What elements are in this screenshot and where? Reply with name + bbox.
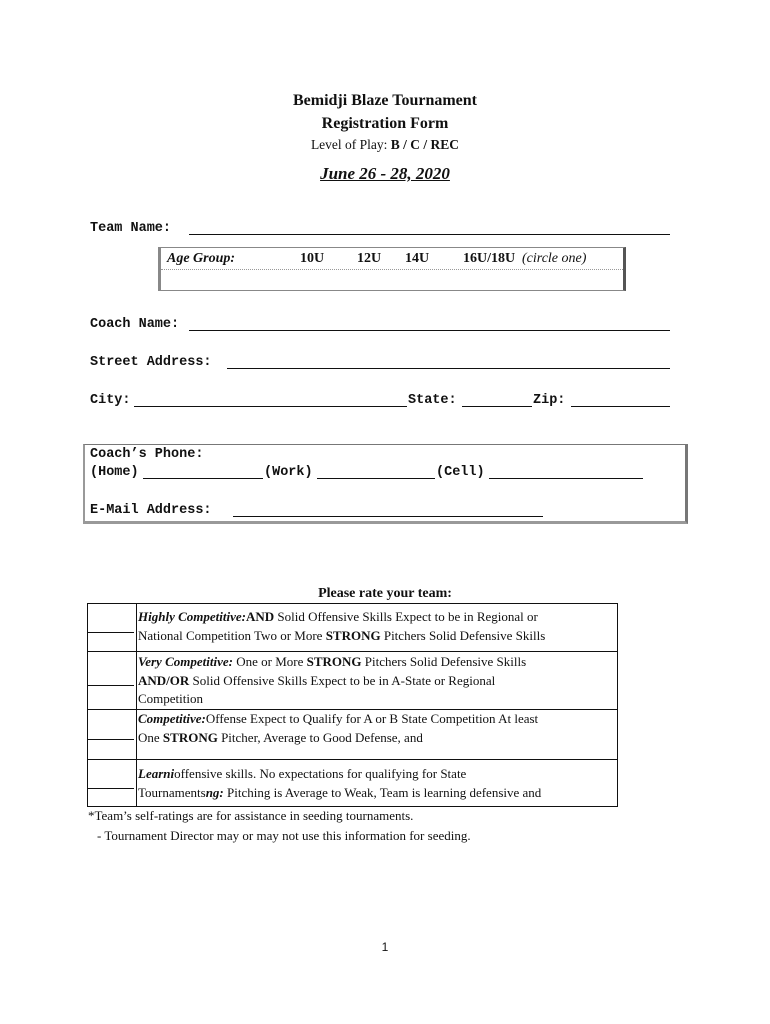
rating-text: Pitchers Solid Defensive Skills [361, 654, 527, 669]
rating-name: Highly Competitive: [138, 609, 246, 624]
rating-name: Learni [138, 766, 175, 781]
rating-text: One [138, 729, 163, 745]
work-phone-field[interactable] [317, 478, 435, 479]
rating-name: Competitive: [138, 711, 206, 726]
age-option-14u[interactable]: 14U [405, 251, 430, 266]
level-of-play [0, 137, 770, 153]
age-group-box [158, 247, 626, 291]
age-group-note: (circle one) [522, 251, 587, 266]
rating-row-very-competitive [138, 653, 615, 709]
zip-field[interactable] [571, 406, 670, 407]
street-address-label: Street Address: [90, 355, 212, 370]
rating-text: One or More [232, 654, 307, 669]
rating-strong: STRONG [325, 627, 381, 643]
rating-text: National Competition Two or More [138, 627, 326, 643]
rating-strong: STRONG [306, 654, 362, 669]
tournament-dates: June 26 - 28, 2020 [320, 164, 450, 183]
rating-text: Offense Expect to Qualify for A or B State Competition At least [205, 711, 539, 726]
rating-row-divider [88, 651, 617, 652]
zip-label: Zip: [533, 393, 566, 408]
form-subtitle: Registration Form [321, 115, 449, 132]
rating-blank-competitive[interactable] [88, 739, 134, 740]
rating-column-divider [136, 604, 137, 806]
home-phone-label: (Home) [90, 465, 139, 480]
level-value: B / C / REC [390, 137, 460, 152]
rating-strong: STRONG [162, 729, 218, 745]
rating-blank-highly-competitive[interactable] [88, 632, 134, 633]
director-note: - Tournament Director may or may not use this information for seeding. [97, 828, 471, 843]
work-phone-label: (Work) [264, 465, 313, 480]
rating-text: Pitcher, Average to Good Defense, and [217, 729, 423, 745]
rating-name: ng: [205, 784, 224, 800]
rating-text: Solid Offensive Skills Expect to be in Regional or [274, 609, 538, 624]
rating-andor: AND/OR [138, 672, 190, 688]
home-phone-field[interactable] [143, 478, 263, 479]
level-label: Level of Play: [310, 137, 388, 152]
cell-phone-label: (Cell) [436, 465, 485, 480]
rating-text: Pitching is Average to Weak, Team is learning defensive and [223, 784, 542, 800]
cell-phone-field[interactable] [489, 478, 643, 479]
team-name-field[interactable] [189, 234, 670, 235]
rating-row-learning [138, 765, 615, 802]
rating-name: Very Competitive: [138, 654, 233, 669]
street-address-field[interactable] [227, 368, 670, 369]
form-title: Bemidji Blaze Tournament [292, 92, 477, 109]
coach-name-field[interactable] [189, 330, 670, 331]
page-number: 1 [381, 940, 389, 954]
age-group-label: Age Group: [167, 251, 236, 266]
state-label: State: [408, 393, 457, 408]
age-group-divider [161, 269, 623, 270]
rating-row-highly-competitive [138, 608, 615, 645]
rating-and: AND [245, 609, 275, 624]
rating-table [87, 603, 618, 807]
coach-name-label: Coach Name: [90, 317, 180, 332]
team-name-label: Team Name: [90, 221, 172, 236]
rating-text: Competition [138, 691, 203, 706]
rating-blank-very-competitive[interactable] [88, 685, 134, 686]
rating-text: Solid Offensive Skills Expect to be in A-State or Regional [189, 672, 496, 688]
email-label: E-Mail Address: [90, 503, 212, 518]
age-option-16u-18u[interactable]: 16U/18U [463, 251, 516, 266]
seeding-note: *Team’s self-ratings are for assistance in seeding tournaments. [88, 808, 414, 823]
rating-row-competitive [138, 710, 615, 747]
rating-text: offensive skills. No expectations for qualifying for State [174, 766, 467, 781]
age-option-10u[interactable]: 10U [300, 251, 325, 266]
rating-text: Tournaments [138, 784, 206, 800]
email-field[interactable] [233, 516, 543, 517]
state-field[interactable] [462, 406, 532, 407]
city-field[interactable] [134, 406, 407, 407]
city-label: City: [90, 393, 131, 408]
rating-blank-learning[interactable] [88, 788, 134, 789]
rating-text: Pitchers Solid Defensive Skills [380, 627, 546, 643]
age-option-12u[interactable]: 12U [357, 251, 382, 266]
rating-title: Please rate your team: [318, 586, 452, 601]
rating-row-divider [88, 759, 617, 760]
coach-phone-label: Coach’s Phone: [90, 447, 204, 462]
